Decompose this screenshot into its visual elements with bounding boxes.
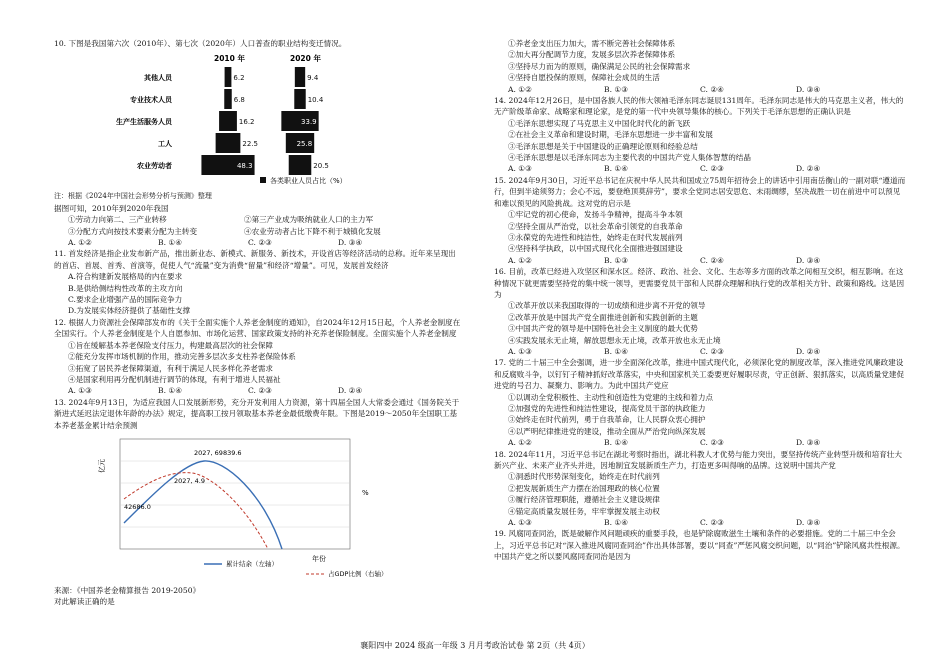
- bar-value-label: 48.3: [236, 162, 253, 171]
- q14-choice-b[interactable]: B. ①④: [604, 164, 629, 174]
- pyramid-bar: [295, 67, 305, 87]
- left-column: [54, 38, 462, 608]
- q12-stem: 12. 根据人力资源社会保障部发布的《关于全面实施个人养老金制度的通知》，自2024年12月15日起，个人养老金制度在全国实行。个人养老金制度是个人自愿参加、市场化运营、国家政策支持的补充养老保险制度。全面实施个人养老金制度: [54, 317, 461, 339]
- bar-value-label: 20.5: [313, 162, 329, 171]
- q13-choice-c[interactable]: C. ②④: [700, 84, 724, 94]
- bar-value-label: 6.2: [233, 74, 245, 83]
- q15-choice-d[interactable]: D. ③④: [796, 255, 821, 265]
- category-label: 其他人员: [144, 74, 172, 83]
- q12-choice-b[interactable]: B. ①④: [158, 386, 183, 396]
- q18-opt-1: ①洞悉时代形势深刻变化，始终走在时代前列: [508, 472, 660, 482]
- q18-opt-4: ④锚定高质量发展任务，牢牢掌握发展主动权: [508, 506, 660, 516]
- q16-choices: [494, 346, 906, 357]
- q12-opt-4: ④是国家利用再分配机制进行调节的体现，有利于增进人民福祉: [68, 374, 281, 384]
- q16-opt-1: ①改革开放以来我国取得的一切成绩和进步离不开党的领导: [508, 301, 706, 311]
- q10-opt-3: ③分配方式向按技术要素分配为主转变: [68, 226, 198, 236]
- q12-opt-1: ①旨在缓解基本养老保险支付压力，构建最高层次的社会保障: [68, 340, 274, 350]
- q10-options: [54, 214, 462, 237]
- q18-opt-3: ③履行经济管理职能，遵循社会主义建设规律: [508, 495, 660, 505]
- q15-choices: [494, 255, 906, 266]
- q13-x-axis-label: 年份: [312, 554, 326, 563]
- q18-choice-a[interactable]: A. ①③: [508, 518, 532, 528]
- q18-choices: [494, 517, 906, 528]
- q14-choice-c[interactable]: C. ②③: [700, 164, 724, 174]
- q17-opt-4: ④以严明纪律推进党的建设，推动全面从严治党向纵深发展: [508, 426, 706, 436]
- q10-legend-label: 各类职业人员占比（%）: [270, 177, 347, 186]
- q18-choice-d[interactable]: D. ③④: [796, 518, 821, 528]
- q10-opt-2: ②第三产业成为吸纳就业人口的主力军: [244, 215, 374, 225]
- q13-choice-a[interactable]: A. ①②: [508, 84, 532, 94]
- q17-opt-3: ③始终走在时代前列，勇于自我革命，让人民群众衷心拥护: [508, 415, 706, 425]
- q15-choice-b[interactable]: B. ①③: [604, 255, 629, 265]
- category-label: 生产生活服务人员: [116, 118, 172, 127]
- q10-opt-1: ①劳动力向第二、三产业转移: [68, 215, 167, 225]
- pyramid-bar: [294, 89, 305, 109]
- q15-opt-2: ②坚持全面从严治党，以社会革命引领党的自我革命: [508, 221, 683, 231]
- q13-left-axis-label: 亿元: [98, 458, 106, 473]
- q14-opt-2: ②在社会主义革命和建设时期，毛泽东思想进一步丰富和发展: [508, 130, 714, 140]
- q13-lead: 对此解读正确的是: [54, 597, 115, 607]
- pyramid-bar: [225, 67, 232, 87]
- q14-opt-4: ④毛泽东思想是以毛泽东同志为主要代表的中国共产党人集体智慧的结晶: [508, 153, 751, 163]
- q11-opt-b[interactable]: B.是供给侧结构性改革的主攻方向: [68, 283, 183, 293]
- right-column: [494, 38, 906, 563]
- q13-choice-d[interactable]: D. ③④: [796, 84, 821, 94]
- category-label: 农业劳动者: [137, 162, 172, 171]
- q13-start-label: 42686.0: [124, 502, 151, 511]
- q16-choice-a[interactable]: A. ①③: [508, 346, 532, 356]
- q10-choice-d[interactable]: D. ③④: [338, 238, 363, 248]
- q15-choice-c[interactable]: C. ②④: [700, 255, 724, 265]
- q13-stem: 13. 2024年9月13日，为适应我国人口发展新形势，充分开发利用人力资源，第十四届全国人大常委会通过《国务院关于渐进式延迟法定退休年龄的办法》规定，提高职工按月领取基本养老金最低缴费年限。下图是2019～2050年全国职工基本养老基金累计结余预测: [54, 397, 460, 430]
- q12-choices: [54, 385, 462, 396]
- q17-opt-2: ②加强党的先进性和纯洁性建设，提高党员干部的执政能力: [508, 404, 706, 413]
- q16-stem: 16. 目前，改革已经进入攻坚区和深水区。经济、政治、社会、文化、生态等多方面的改革之间相互交织，相互影响。在这种情况下就更需要坚持党的集中统一领导，更需要党员干部和人民群众理解和执行党的改革相关方针、政策和路线。这是因为: [494, 267, 905, 299]
- q16-choice-b[interactable]: B. ①④: [604, 346, 629, 356]
- q12-opt-2: ②能充分发挥市场机制的作用，推动完善多层次多支柱养老保险体系: [68, 352, 296, 362]
- q10-lead: 据图可知，2010年到2020年我国: [54, 203, 169, 213]
- pyramid-bar: [216, 133, 241, 153]
- q15-stem: 15. 2024年9月30日，习近平总书记在庆祝中华人民共和国成立75周年招待会上的讲话中引用南岳衡山的一副对联“遵道而行，但到半途须努力；会心不远，要登绝顶莫辞劳”，要求全党同志居安思危、未雨绸缪，坚决战胜一切在前进中可以预见和难以预见的风险挑战。这对党的启示是: [494, 175, 906, 208]
- q11-opt-a[interactable]: A.符合构建新发展格局的内在要求: [68, 272, 183, 282]
- q15-opt-4: ④坚持科学执政，以中国式现代化全面推进强国建设: [508, 244, 683, 254]
- q17-choice-d[interactable]: D. ③④: [796, 438, 821, 448]
- bar-value-label: 10.4: [307, 96, 324, 105]
- q18-stem: 18. 2024年11月，习近平总书记在湖北考察时指出，湖北科教人才优势与能力突出，要坚持传统产业转型升级和培育壮大新兴产业、未来产业齐头并进，因地制宜发展新质生产力，打造更多叫得响的品牌。这说明中国共产党: [494, 449, 902, 471]
- q12-opt-3: ③拓宽了居民养老保障渠道，有利于满足人民多样化养老需求: [68, 363, 274, 373]
- q17-opt-1: ①以调动全党积极性、主动性和创造性为党建的主线和着力点: [508, 392, 714, 402]
- q11-opt-c[interactable]: C.要求企业增强产品的国际竞争力: [68, 295, 183, 305]
- q17-stem: 17. 党的二十届三中全会强调，进一步全面深化改革，推进中国式现代化，必须深化党的制度改革，深入推进党风廉政建设和反腐败斗争，以钉钉子精神抓好改革落实，中央和国家机关工委要更好履职尽责，守正创新、狠抓落实，以高质量党建促进党的号召力、凝聚力、影响力。为此中国共产党应: [494, 358, 905, 391]
- bar-value-label: 6.8: [233, 96, 245, 105]
- pyramid-bar: [224, 89, 231, 109]
- q18-opt-2: ②把发展新质生产力摆在治国理政的核心位置: [508, 483, 660, 493]
- q18-choice-b[interactable]: B. ①④: [604, 518, 629, 528]
- q15-opt-1: ①牢记党的初心使命，发扬斗争精神，提高斗争本领: [508, 210, 683, 220]
- pyramid-bar: [289, 155, 312, 175]
- q11-stem: 11. 首发经济是指企业发布新产品，推出新业态、新模式、新服务、新技术，开设首店等经济活动的总称。近年来呈现出的首店、首展、首秀、首演等，促使人气“流量”变为消费“留量”和经济“增量”。可见，发展首发经济: [54, 249, 456, 270]
- bar-value-label: 9.4: [307, 74, 319, 83]
- q13-choice-b[interactable]: B. ①③: [604, 84, 629, 94]
- q13-opt-3: ③坚持尽力而为的原则，确保满足公民的社会保障需求: [508, 61, 691, 71]
- q13-opt-4: ④坚持自愿投保的原则，保障社会成员的生活: [508, 73, 660, 83]
- bar-value-label: 25.8: [296, 140, 313, 149]
- q13-forecast-chart: [54, 433, 462, 583]
- q14-choice-d[interactable]: D. ②④: [796, 164, 821, 174]
- q13-source: 来源：《中国养老金精算报告 2019-2050》: [54, 585, 201, 595]
- q19-stem: 19. 风腐同查同治，既是破解作风问题顽疾的重要手段，也是铲除腐败滋生土壤和条件的必要措施。党的二十届三中全会上，习近平总书记对“深入推进风腐同查同治”作出具体部署，要以“同查”严惩风腐交织问题，以“同治”铲除风腐共性根源。中国共产党之所以要风腐同查同治是因为: [494, 529, 905, 562]
- q10-pyramid-chart: [54, 51, 462, 189]
- q10-choice-b[interactable]: B. ①④: [158, 238, 183, 248]
- q10-choices: [54, 237, 462, 248]
- pyramid-bar: [219, 111, 237, 131]
- q16-opt-4: ④实践发展永无止境，解放思想永无止境，改革开放也永无止境: [508, 335, 721, 345]
- q14-choice-a[interactable]: A. ①③: [508, 164, 532, 174]
- q14-choices: [494, 163, 906, 174]
- q11-opt-d[interactable]: D.为发展实体经济提供了基础性支撑: [68, 306, 191, 316]
- q13-peak-label: 2027, 69839.6: [194, 448, 242, 457]
- category-label: 专业技术人员: [130, 96, 172, 105]
- q10-opt-4: ④农业劳动者占比下降不利于城镇化发展: [244, 226, 381, 236]
- q14-opt-1: ①毛泽东思想实现了马克思主义中国化时代化的新飞跃: [508, 118, 691, 128]
- q10-choice-a[interactable]: A. ①②: [68, 238, 92, 248]
- q16-opt-3: ③中国共产党的领导是中国特色社会主义制度的最大优势: [508, 324, 698, 334]
- q16-opt-2: ②改革开放是中国共产党全面推进创新和实践创新的主题: [508, 312, 698, 322]
- q15-choice-a[interactable]: A. ①②: [508, 255, 532, 265]
- q10-year-2020: 2020 年: [290, 54, 321, 64]
- q10-year-2010: 2010 年: [214, 54, 245, 64]
- q17-choice-b[interactable]: B. ①④: [604, 438, 629, 448]
- q10-stem: 10. 下图是我国第六次（2010年）、第七次（2020年）人口普查的职业结构变迁情况。: [54, 39, 347, 48]
- q13-figure: [54, 433, 462, 583]
- q17-choice-c[interactable]: C. ②③: [700, 438, 724, 448]
- q14-stem: 14. 2024年12月26日，是中国各族人民的伟大领袖毛泽东同志诞辰131周年。毛泽东同志是伟大的马克思主义者，伟大的无产阶级革命家、战略家和理论家，是党的第一代中央领导集体的核心。下列关于毛泽东思想的正确认识是: [494, 96, 904, 117]
- q13-legend-1: 累计结余（左轴）: [226, 559, 278, 568]
- q17-choice-a[interactable]: A. ①②: [508, 438, 532, 448]
- q15-opt-3: ③永葆党的先进性和纯洁性，始终走在时代发展前列: [508, 232, 683, 242]
- q10-note: 注：根据《2024年中国社会形势分析与预测》整理: [54, 192, 212, 201]
- q12-choice-a[interactable]: A. ①③: [68, 386, 92, 396]
- bar-value-label: 16.2: [238, 118, 255, 127]
- q18-choice-c[interactable]: C. ②③: [700, 518, 724, 528]
- q14-opt-3: ③毛泽东思想是关于中国建设的正确理论原则和经验总结: [508, 141, 698, 151]
- q10-choice-c[interactable]: C. ②③: [248, 238, 272, 248]
- q13-legend-2: 占GDP比例（右轴）: [328, 569, 388, 578]
- q13-right-axis-label: %: [362, 488, 369, 497]
- q10-figure: [54, 51, 462, 189]
- q13-ratio-label: 2027, 4.9: [174, 476, 206, 485]
- q16-choice-d[interactable]: D. ②④: [796, 346, 821, 356]
- page-footer: 襄阳四中 2024 级高一年级 3 月月考政治试卷 第 2页（共 4页）: [360, 641, 590, 650]
- q12-choice-d[interactable]: D. ②④: [338, 386, 363, 396]
- q13-opt-1: ①养老金支出压力加大，需不断完善社会保障体系: [508, 39, 676, 48]
- q10-legend: [260, 176, 347, 185]
- bar-value-label: 22.5: [242, 140, 258, 149]
- q17-choices: [494, 437, 906, 448]
- q13-opt-2: ②加大再分配调节力度，发展多层次养老保障体系: [508, 50, 676, 60]
- category-label: 工人: [158, 140, 172, 149]
- q12-choice-c[interactable]: C. ②③: [248, 386, 272, 396]
- q13-choices: [494, 84, 906, 95]
- bar-value-label: 33.9: [301, 118, 317, 127]
- legend-swatch: [260, 177, 266, 183]
- q16-choice-c[interactable]: C. ②③: [700, 346, 724, 356]
